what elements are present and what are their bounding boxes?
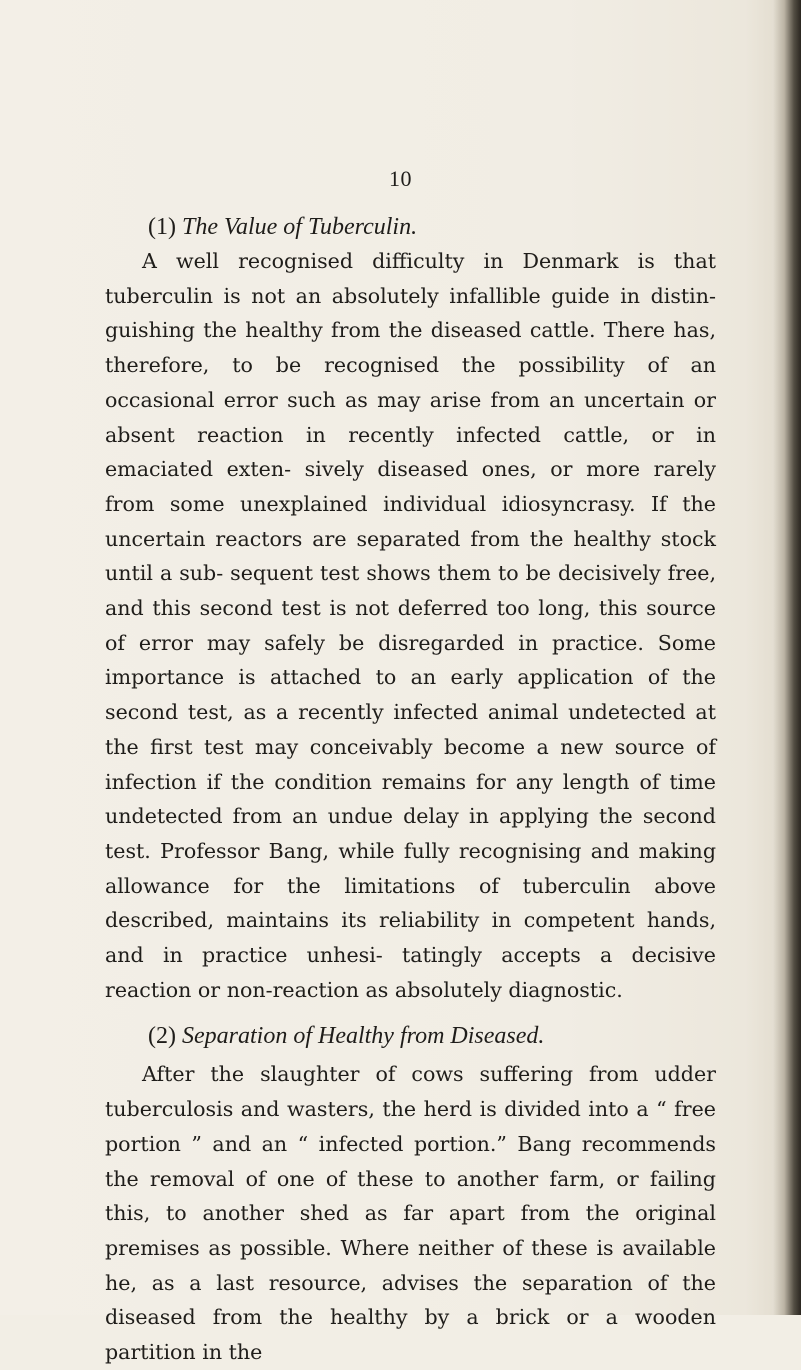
book-binding-shadow — [773, 0, 801, 1315]
section-1-heading — [105, 211, 716, 244]
section-2-number: (2) — [148, 1023, 176, 1050]
section-2-paragraph: After the slaughter of cows suffering from udder tuberculosis and wasters, the herd is divided into a “ free portion ” and an “ infected portion.” Bang recommends the removal of one of these to another farm, or failing this, to another shed as far apart from the original premises as possible. Where neither of these is available he, as a last resource, advises the separation of the diseased from the healthy by a brick or a wooden partition in the — [105, 1062, 716, 1365]
section-1-paragraph: A well recognised difficulty in Denmark is that tuberculin is not an absolutely infallible guide in distin- guishing the healthy from the diseased cattle. There has, therefore, to be recognised the possibility of an occasional error such as may arise from an uncertain or absent reaction in recently infected cattle, or in emaciated exten- sively diseased ones, or more rarely from some unexplained individual idiosyncrasy. If the uncertain reactors are separated from the healthy stock until a sub- sequent test shows them to be decisively free, and this second test is not deferred too long, this source of error may safely be disregarded in practice. Some importance is attached to an early application of the second test, as a recently infected animal undetected at the first test may conceivably become a new source of infection if the condition remains for any length of time undetected from an undue delay in applying the second test. Professor Bang, while fully recognising and making allowance for the limitations of tuberculin above described, maintains its reliability in competent hands, and in practice unhesi- tatingly accepts a decisive reaction or non-reaction as absolutely diagnostic. — [105, 249, 716, 1002]
section-2-heading — [105, 1020, 716, 1053]
section-2-title: Separation of Healthy from Diseased. — [181, 1023, 545, 1050]
page-number: 10 — [389, 166, 412, 191]
page-body — [105, 211, 716, 1370]
section-1-number: (1) — [148, 214, 176, 240]
section-1-title: The Value of Tuberculin. — [181, 214, 418, 240]
